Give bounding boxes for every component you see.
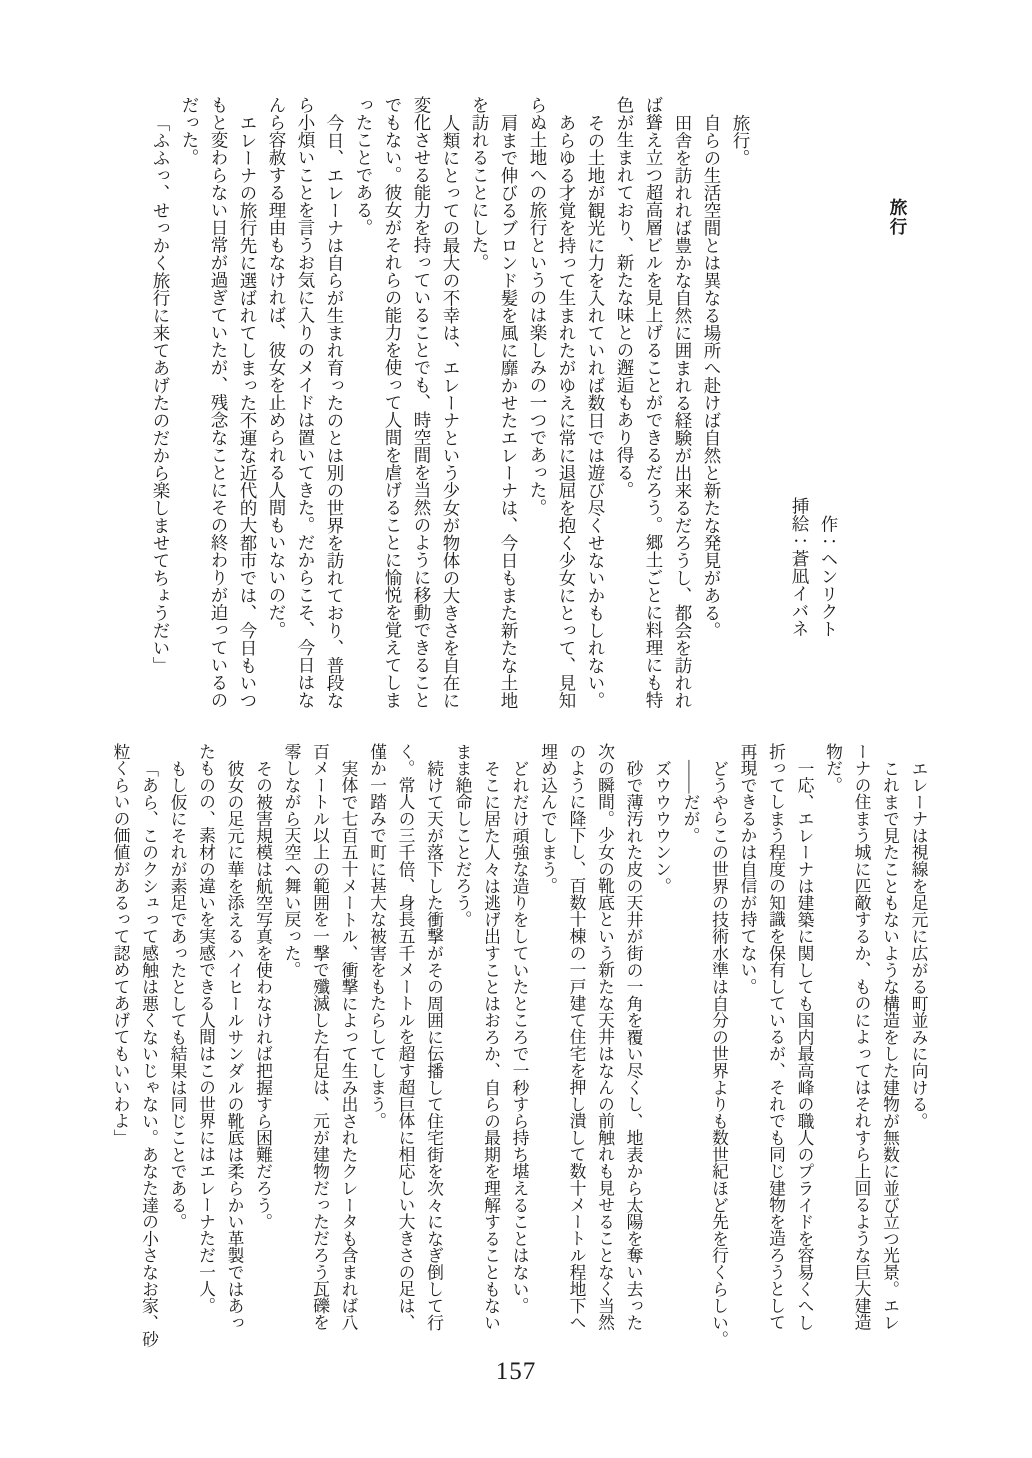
text-line: そこに居た人々は逃げ出すことはおろか、自らの最期を理解することもない [481,759,501,1331]
text-line: 人類にとっての最大の不幸は、エレーナという少女が物体の大きさを自在に [441,113,461,709]
text-line: どうやらこの世界の技術水準は自分の世界よりも数世紀ほど先を行くらしい。 [709,759,729,1348]
upper-text-block [146,96,912,721]
text-line: 一応、エレーナは建築に関しても国内最高峰の職人のプライドを容易くへし [795,759,814,1331]
text-line: ズウウウウンン。 [652,759,672,895]
text-line: 零しながら天空へ舞い戻った。 [282,743,301,979]
text-line: だった。 [180,96,200,166]
text-line: のように降下し、百数十棟の一戸建て住宅を押し潰して数十メートル程地下へ [567,743,586,1331]
text-line: 田舎を訪れれば豊かな自然に囲まれる経験が出来るだろうし、都会を訪れれ [673,113,693,709]
text-line: もと変わらない日常が過ぎていたが、残念なことにその終わりが迫っているの [209,96,229,709]
text-line: 百メートル以上の範囲を一撃で殲滅した右足は、元が建物だっただろう瓦礫を [310,743,330,1331]
text-line: 「あら、このクシュって感触は悪くないじゃない。あなた達の小さなお家、砂 [139,759,159,1348]
illustrator-credit: 挿絵：蒼凪イバネ [790,497,810,637]
text-line: 実体で七百五十メートル、衝撃によって生み出されたクレータも含まれば八 [339,759,358,1331]
story-title: 旅行 [888,198,908,237]
text-line: 次の瞬間。少女の靴底という新たな天井はなんの前触れも見せることなく当然 [595,743,615,1331]
text-line: を訪れることにした。 [470,96,490,271]
text-line: エレーナの旅行先に選ばれてしまった不運な近代的大都市では、今日もいつ [238,113,258,709]
author-credit: 作：ヘンリクト [819,515,839,638]
lower-text-block [106,743,933,1358]
text-line: まま絶命しことだろう。 [453,743,472,928]
text-line: 今日、エレーナは自らが生まれ育ったのとは別の世界を訪れており、普段な [325,113,345,709]
text-line: 旅行。 [731,113,751,166]
text-line: ら小煩いことを言うお気に入りのメイドは置いてきた。だからこそ、今日はな [296,96,316,709]
text-line: たものの、素材の違いを実感できる人間はこの世界にはエレーナただ一人。 [196,743,216,1314]
text-line: 色が生まれており、新たな味との邂逅もあり得る。 [615,96,635,499]
text-line: 「ふふっ、せっかく旅行に来てあげたのだから楽しませてちょうだい」 [151,113,171,674]
text-line: エレーナは視線を足元に広がる町並みに向ける。 [909,759,928,1130]
text-line: 再現できるかは自信が持てない。 [738,743,757,995]
text-line: 物だ。 [823,743,843,794]
text-line: もし仮にそれが素足であったとしても結果は同じことである。 [168,759,187,1230]
text-line: 粒くらいの価値があるって認めてあげてもいいわよ」 [111,743,130,1146]
text-line: でもない。彼女がそれらの能力を使って人間を虐げることに愉悦を覚えてしま [383,96,403,709]
text-line: んら容赦する理由もなければ、彼女を止められる人間もいないのだ。 [267,96,287,639]
text-line: 砂で薄汚れた皮の天井が街の一角を覆い尽くし、地表から太陽を奪い去った [624,759,643,1331]
text-line: どれだけ頑強な造りをしていたところで一秒すら持ち堪えることはない。 [510,759,529,1314]
text-line: あらゆる才覚を持って生まれたがゆえに常に退屈を抱く少女にとって、見知 [557,113,577,709]
text-line: ーナの住まう城に匹敵するか、ものによってはそれすら上回るような巨大建造 [852,743,871,1331]
text-line: らぬ土地への旅行というのは楽しみの一つであった。 [528,96,548,516]
page-number: 157 [495,1358,537,1385]
text-line: その土地が観光に力を入れていれば数日では遊び尽くせないかもしれない。 [586,113,606,709]
text-line: 彼女の足元に華を添えるハイヒールサンダルの靴底は柔らかい革製ではあっ [225,759,244,1331]
text-line: ったことである。 [354,96,374,236]
text-line: その被害規模は航空写真を使わなければ把握すら困難だろう。 [253,759,273,1230]
text-line: ば聳え立つ超高層ビルを見上げることができるだろう。郷土ごとに料理にも特 [644,96,664,709]
text-line: 自らの生活空間とは異なる場所へ赴けば自然と新たな発見がある。 [702,113,722,639]
text-line: 折ってしまう程度の知識を保有しているが、それでも同じ建物を造ろうとして [766,743,786,1331]
text-line: く。常人の三千倍、身長五千メートルを超す超巨体に相応しい大きさの足は、 [396,743,415,1331]
text-line: 続けて天が落下した衝撃がその周囲に伝播して住宅街を次々になぎ倒して行 [424,759,444,1331]
text-line: これまで見たこともないような構造をした建物が無数に並び立つ光景。エレ [880,759,900,1331]
text-line: 変化させる能力を持っていることでも、時空間を当然のように移動できること [412,96,432,709]
text-line: 肩まで伸びるブロンド髪を風に靡かせたエレーナは、今日もまた新たな土地 [499,113,519,709]
text-line: 僅か一踏みで町に甚大な被害をもたらしてしまう。 [367,743,387,1130]
text-line: ――だが。 [681,759,700,844]
text-line: 埋め込んでしまう。 [538,743,558,895]
